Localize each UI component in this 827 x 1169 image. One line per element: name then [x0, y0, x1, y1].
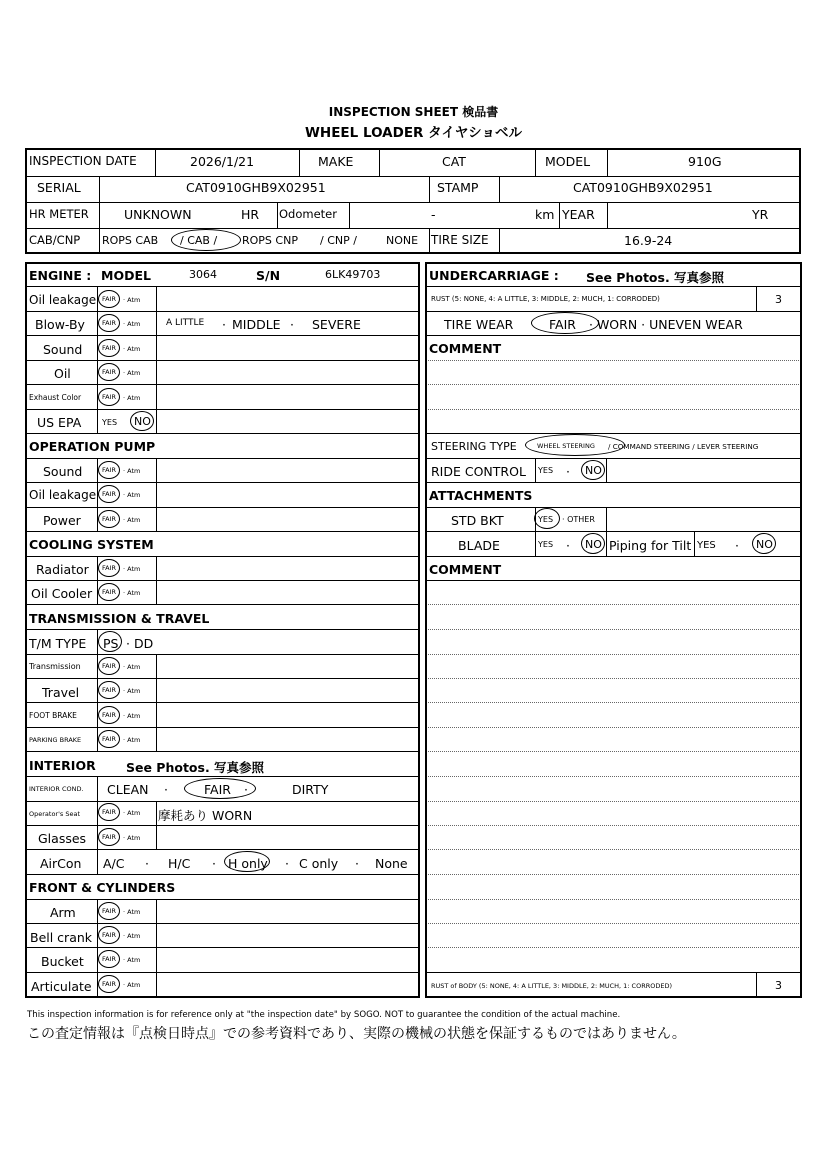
model-label: MODEL — [545, 154, 591, 169]
power-label: Power — [43, 513, 81, 528]
pump-sound-label: Sound — [43, 464, 83, 479]
sheet-title: INSPECTION SHEET 検品書 — [328, 105, 499, 119]
inspection-date-value: 2026/1/21 — [190, 154, 255, 169]
engine-sn-value: 6LK49703 — [325, 268, 381, 281]
std-bkt-other: · OTHER — [562, 515, 595, 524]
glasses-atm: · Atm — [123, 834, 141, 842]
blowby-sep-1: · — [222, 317, 226, 332]
hr-unit: HR — [241, 207, 260, 222]
interior-see-photos: See Photos. 写真参照 — [126, 760, 265, 775]
sound-atm: · Atm — [123, 345, 141, 353]
pump-oil-leakage-atm: · Atm — [123, 491, 141, 499]
cab-option-rops-cnp: ROPS CNP — [242, 234, 298, 247]
odometer-label: Odometer — [279, 207, 337, 221]
undercarriage-heading: UNDERCARRIAGE : — [429, 268, 559, 283]
exhaust-label: Exhaust Color — [29, 393, 82, 402]
pump-oil-leakage-fair: FAIR — [98, 485, 120, 503]
piping-no: NO — [756, 538, 773, 551]
blowby-opt-middle: MIDDLE — [232, 317, 281, 332]
steering-options: / COMMAND STEERING / LEVER STEERING — [608, 442, 759, 451]
cab-option-cab: / CAB / — [180, 234, 218, 247]
blade-no: NO — [585, 538, 602, 551]
interior-cond-label: INTERIOR COND. — [29, 785, 84, 793]
tire-wear-options: · WORN · UNEVEN WEAR — [589, 317, 743, 332]
travel-atm: · Atm — [123, 687, 141, 695]
us-epa-label: US EPA — [37, 415, 82, 430]
blowby-opt-severe: SEVERE — [312, 317, 361, 332]
tm-type-label: T/M TYPE — [29, 636, 87, 651]
yr-unit: YR — [752, 207, 769, 222]
engine-heading: ENGINE : — [29, 268, 92, 283]
op-seat-note: 摩耗あり WORN — [158, 808, 253, 823]
us-epa-no: NO — [134, 415, 151, 428]
aircon-label: AirCon — [40, 856, 82, 871]
piping-dot: · — [735, 538, 739, 553]
blowby-atm: · Atm — [123, 320, 141, 328]
oil-leakage-label: Oil leakage — [29, 293, 97, 307]
interior-fair: FAIR — [204, 782, 231, 797]
travel-fair: FAIR — [98, 681, 120, 699]
comment-heading-2: COMMENT — [429, 562, 502, 577]
radiator-fair: FAIR — [98, 559, 120, 577]
blade-dot: · — [566, 538, 570, 553]
comment-heading: COMMENT — [429, 341, 502, 356]
oil-cooler-label: Oil Cooler — [31, 586, 93, 601]
pump-oil-leakage-label: Oil leakage — [29, 488, 97, 502]
footer-japanese: この査定情報は『点検日時点』での参考資料であり、実際の機械の状態を保証するものではありません。 — [27, 1026, 686, 1042]
op-seat-label: Operator's Seat — [29, 810, 80, 818]
interior-heading: INTERIOR — [29, 758, 96, 773]
serial-label: SERIAL — [37, 180, 81, 195]
aircon-dot-4: · — [355, 856, 359, 871]
undercarriage-see-photos: See Photos. 写真参照 — [586, 270, 725, 285]
glasses-label: Glasses — [38, 831, 87, 846]
oil-leakage-fair: FAIR — [98, 290, 120, 308]
bucket-fair: FAIR — [98, 950, 120, 968]
interior-dot-2: · — [244, 782, 248, 797]
oil-fair: FAIR — [98, 363, 120, 381]
aircon-ac: A/C — [103, 856, 125, 871]
year-label: YEAR — [562, 207, 595, 222]
foot-brake-atm: · Atm — [123, 712, 141, 720]
blowby-opt-little: A LITTLE — [166, 318, 205, 328]
glasses-fair: FAIR — [98, 828, 120, 846]
tire-wear-label: TIRE WEAR — [444, 317, 514, 332]
aircon-dot-2: · — [212, 856, 216, 871]
foot-brake-label: FOOT BRAKE — [29, 711, 77, 720]
articulate-atm: · Atm — [123, 981, 141, 989]
tm-dd: · DD — [126, 636, 154, 651]
oil-cooler-atm: · Atm — [123, 589, 141, 597]
sheet-subtitle: WHEEL LOADER タイヤショベル — [305, 125, 522, 141]
make-label: MAKE — [318, 154, 354, 169]
rust-body-label: RUST of BODY (5: NONE, 4: A LITTLE, 3: MIDDLE, 2: MUCH, 1: CORRODED) — [431, 982, 673, 990]
transmission-heading: TRANSMISSION & TRAVEL — [29, 611, 210, 626]
stamp-value: CAT0910GHB9X02951 — [573, 180, 713, 195]
radiator-label: Radiator — [36, 562, 89, 577]
arm-fair: FAIR — [98, 902, 120, 920]
transmission-fair: FAIR — [98, 657, 120, 675]
aircon-h-only: H only — [228, 856, 268, 871]
op-seat-atm: · Atm — [123, 809, 141, 817]
op-seat-fair: FAIR — [98, 803, 120, 821]
rust-body-value: 3 — [775, 979, 782, 992]
blade-yes: YES — [538, 540, 554, 549]
power-atm: · Atm — [123, 516, 141, 524]
articulate-label: Articulate — [31, 979, 92, 994]
aircon-hc: H/C — [168, 856, 191, 871]
parking-brake-fair: FAIR — [98, 730, 120, 748]
aircon-dot-1: · — [145, 856, 149, 871]
ride-control-no: NO — [585, 464, 602, 477]
hr-meter-value: UNKNOWN — [124, 207, 192, 222]
piping-label: Piping for Tilt — [609, 538, 692, 553]
parking-brake-atm: · Atm — [123, 736, 141, 744]
articulate-fair: FAIR — [98, 975, 120, 993]
right-section — [425, 262, 802, 998]
sound-fair: FAIR — [98, 339, 120, 357]
power-fair: FAIR — [98, 510, 120, 528]
wheel-steering: WHEEL STEERING — [537, 442, 595, 450]
tm-ps: PS — [103, 636, 119, 651]
exhaust-fair: FAIR — [98, 388, 120, 406]
tire-size-label: TIRE SIZE — [431, 233, 489, 247]
oil-cooler-fair: FAIR — [98, 583, 120, 601]
attachments-heading: ATTACHMENTS — [429, 488, 533, 503]
engine-model-label: MODEL — [101, 268, 151, 283]
ride-control-dot: · — [566, 464, 570, 479]
bell-crank-fair: FAIR — [98, 926, 120, 944]
steering-type-label: STEERING TYPE — [431, 440, 517, 453]
ride-control-yes: YES — [538, 466, 554, 475]
interior-dot-1: · — [164, 782, 168, 797]
parking-brake-label: PARKING BRAKE — [29, 736, 82, 744]
rust-label: RUST (5: NONE, 4: A LITTLE, 3: MIDDLE, 2: MUCH, 1: CORRODED) — [431, 295, 660, 303]
serial-value: CAT0910GHB9X02951 — [186, 180, 326, 195]
footer-english: This inspection information is for reference only at "the inspection date" by SOGO. NOT to guarantee the condition of the actual machine. — [27, 1010, 621, 1020]
cab-label: CAB/CNP — [29, 233, 81, 247]
engine-model-value: 3064 — [189, 268, 217, 281]
tire-wear-fair: FAIR — [549, 317, 576, 332]
blowby-fair: FAIR — [98, 314, 120, 332]
engine-sn-label: S/N — [256, 268, 281, 283]
make-value: CAT — [442, 154, 466, 169]
cooling-heading: COOLING SYSTEM — [29, 537, 154, 552]
interior-dirty: DIRTY — [292, 782, 329, 797]
blowby-label: Blow-By — [35, 317, 85, 332]
cab-option-rops-cab: ROPS CAB — [102, 234, 159, 247]
tire-size-value: 16.9-24 — [624, 233, 673, 248]
front-heading: FRONT & CYLINDERS — [29, 880, 176, 895]
oil-leakage-atm: · Atm — [123, 296, 141, 304]
oil-atm: · Atm — [123, 369, 141, 377]
ride-control-label: RIDE CONTROL — [431, 464, 526, 479]
bell-crank-label: Bell crank — [30, 930, 93, 945]
cab-option-cnp: / CNP / — [320, 234, 357, 247]
bell-crank-atm: · Atm — [123, 932, 141, 940]
rust-value: 3 — [775, 293, 782, 306]
blade-label: BLADE — [458, 538, 500, 553]
exhaust-atm: · Atm — [123, 394, 141, 402]
us-epa-yes: YES — [102, 418, 118, 427]
blowby-sep-2: · — [290, 317, 294, 332]
transmission-atm: · Atm — [123, 663, 141, 671]
oil-label: Oil — [54, 366, 71, 381]
radiator-atm: · Atm — [123, 565, 141, 573]
sound-label: Sound — [43, 342, 83, 357]
op-pump-heading: OPERATION PUMP — [29, 439, 156, 454]
cab-option-none: NONE — [386, 234, 419, 247]
pump-sound-atm: · Atm — [123, 467, 141, 475]
odometer-value: - — [431, 207, 436, 222]
aircon-dot-3: · — [285, 856, 289, 871]
std-bkt-label: STD BKT — [451, 513, 504, 528]
bucket-atm: · Atm — [123, 956, 141, 964]
arm-atm: · Atm — [123, 908, 141, 916]
interior-clean: CLEAN — [107, 782, 149, 797]
foot-brake-fair: FAIR — [98, 706, 120, 724]
stamp-label: STAMP — [437, 180, 479, 195]
bucket-label: Bucket — [41, 954, 84, 969]
std-bkt-yes: YES — [538, 515, 554, 524]
hr-meter-label: HR METER — [29, 207, 89, 221]
model-value: 910G — [688, 154, 722, 169]
aircon-c-only: C only — [299, 856, 339, 871]
piping-yes: YES — [697, 540, 716, 551]
aircon-none: None — [375, 856, 408, 871]
km-unit: km — [535, 207, 555, 222]
arm-label: Arm — [50, 905, 76, 920]
travel-label: Travel — [42, 685, 80, 700]
pump-sound-fair: FAIR — [98, 461, 120, 479]
inspection-date-label: INSPECTION DATE — [29, 154, 137, 168]
transmission-label: Transmission — [29, 662, 81, 671]
